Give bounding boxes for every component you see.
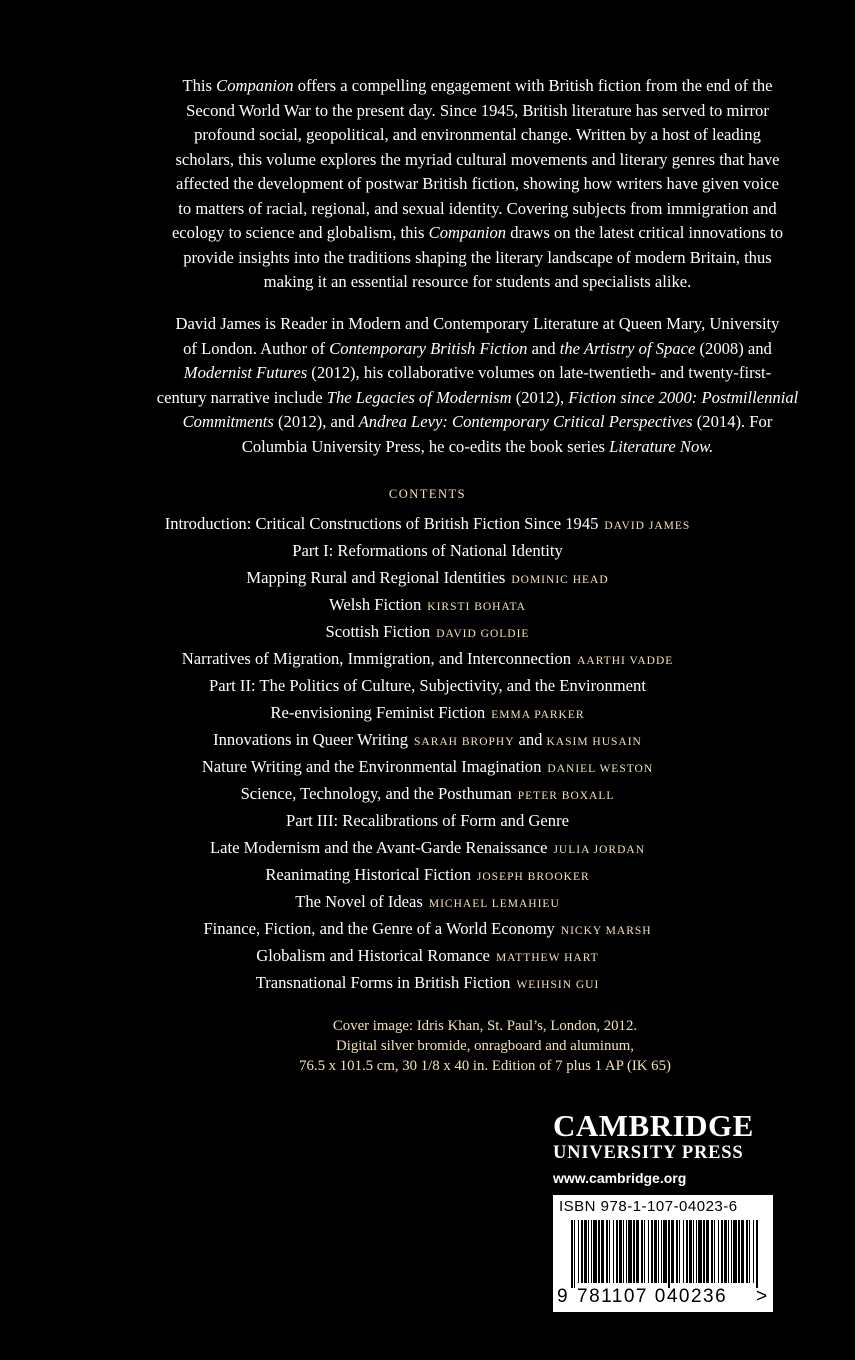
barcode-bar (571, 1220, 573, 1288)
author-joiner: and (518, 730, 543, 749)
blurb-line (125, 197, 830, 222)
contents-entry (0, 564, 855, 591)
contents-entry (0, 726, 855, 753)
cover-credit (0, 1016, 855, 1076)
barcode-bar (606, 1220, 608, 1283)
text-run: ecology to science and globalism, this (171, 223, 429, 242)
barcode-bar (619, 1220, 622, 1283)
publisher-name: CAMBRIDGE (553, 1108, 754, 1143)
bio-line (125, 361, 830, 386)
contents-entry-title: Part III: Recalibrations of Form and Genre (286, 811, 569, 830)
contents-entry (0, 888, 855, 915)
text-run: David James is Reader in Modern and Contemporary Literature at Queen Mary, University (175, 314, 780, 333)
barcode-bar (601, 1220, 604, 1283)
barcode-bar (581, 1220, 583, 1283)
blurb-line (125, 123, 830, 148)
contents-entry-author: KIRSTI BOHATA (427, 601, 526, 613)
text-run: (2012), and (273, 412, 359, 431)
italic-text: Contemporary British Fiction (329, 338, 528, 358)
barcode-arrow: > (756, 1286, 768, 1307)
barcode-bar (671, 1220, 674, 1283)
text-run: (2012), his collaborative volumes on late-twentieth- and twenty-first- (307, 363, 772, 382)
blurb-line (125, 221, 830, 246)
barcode-bar (676, 1220, 678, 1283)
barcode-bar (654, 1220, 657, 1283)
contents-entry (0, 537, 855, 564)
contents-entry-title: Welsh Fiction (329, 595, 422, 614)
text-run: provide insights into the traditions shaping the literary landscape of modern Britain, thus (183, 247, 772, 267)
contents-entry (0, 618, 855, 645)
barcode-bar (698, 1220, 702, 1283)
contents-entry-author: DAVID GOLDIE (436, 628, 530, 640)
barcode-bar (658, 1220, 659, 1283)
contents-entry-author: NICKY MARSH (560, 925, 652, 937)
blurb-line (125, 270, 830, 295)
contents-entry (0, 645, 855, 672)
barcode-bar (578, 1220, 579, 1283)
italic-text: Companion (428, 223, 507, 242)
contents-entry (0, 699, 855, 726)
barcode-bar (636, 1220, 639, 1283)
blurb-line (125, 148, 830, 173)
italic-text: Modernist Futures (183, 363, 308, 382)
contents-entry (0, 834, 855, 861)
contents-entry-title: Scottish Fiction (325, 622, 431, 641)
bio-line (125, 435, 830, 460)
italic-text: The Legacies of Modernism (326, 387, 512, 407)
text-run: affected the development of postwar British fiction, showing how writers have given voice (176, 174, 779, 193)
text-run: Second World War to the present day. Since 1945, British literature has served to mirror (186, 100, 769, 120)
contents-entry-author: JULIA JORDAN (553, 844, 645, 856)
barcode-bar (574, 1220, 575, 1288)
contents-entry (0, 807, 855, 834)
barcode-bar (753, 1220, 754, 1283)
barcode-bar (756, 1220, 758, 1288)
barcode-bars (571, 1220, 761, 1288)
contents-entry-author: WEIHSIN GUI (516, 979, 600, 991)
text-run: profound social, geopolitical, and environmental change. Written by a host of leading (194, 125, 761, 144)
barcode-bar (609, 1220, 610, 1283)
barcode-bar (749, 1220, 750, 1283)
contents-entry-title: Nature Writing and the Environmental Imagination (201, 757, 542, 776)
barcode-bar (679, 1220, 680, 1283)
text-run: (2014). For (692, 412, 773, 431)
barcode-bar (683, 1220, 684, 1283)
contents-entry-author: DAVID JAMES (604, 520, 691, 532)
barcode-bar (711, 1220, 713, 1283)
barcode-bar (633, 1220, 635, 1283)
barcode-bar (644, 1220, 645, 1283)
contents-entry (0, 753, 855, 780)
barcode-bar (593, 1220, 597, 1283)
text-run: offers a compelling engagement with British fiction from the end of the (293, 76, 773, 95)
barcode-bar (703, 1220, 705, 1283)
italic-text: the Artistry of Space (559, 338, 696, 358)
contents-entry-title: Reanimating Historical Fiction (265, 865, 471, 884)
barcode-first-digit: 9 (557, 1286, 568, 1307)
publisher-subname: UNIVERSITY PRESS (553, 1143, 744, 1163)
text-run: and (527, 338, 560, 358)
blurb-line (125, 246, 830, 271)
contents-entry-title: Part II: The Politics of Culture, Subjectivity, and the Environment (209, 676, 646, 695)
bio-line (125, 337, 830, 362)
isbn-label: ISBN 978-1-107-04023-6 (559, 1198, 738, 1215)
contents-entry-author: DANIEL WESTON (547, 763, 654, 775)
barcode-bar (663, 1220, 667, 1283)
blurb-line (125, 99, 830, 124)
contents-entry-title: Narratives of Migration, Immigration, and Interconnection (181, 649, 572, 668)
italic-text: Companion (216, 76, 294, 95)
contents-entry-author: KASIM HUSAIN (546, 736, 642, 748)
contents-entry-author: DOMINIC HEAD (511, 574, 609, 586)
barcode-bar (651, 1220, 653, 1283)
contents-entry-title: Re-envisioning Feminist Fiction (270, 703, 486, 722)
publisher-logo (553, 1108, 778, 1189)
contents-entry (0, 672, 855, 699)
contents-entry (0, 780, 855, 807)
description-paragraph (125, 74, 830, 295)
barcode-bar (714, 1220, 715, 1283)
bio-line (125, 410, 830, 435)
editor-bio-paragraph (125, 312, 830, 459)
barcode-bar (706, 1220, 709, 1283)
contents-entry-title: Late Modernism and the Avant-Garde Renaissance (210, 838, 548, 857)
bio-line (125, 312, 830, 337)
italic-text: Fiction since 2000: Postmillennial (568, 387, 799, 407)
barcode-bar (733, 1220, 737, 1283)
barcode-bar (668, 1220, 670, 1288)
contents-entry-author: PETER BOXALL (517, 790, 615, 802)
barcode-bar (741, 1220, 744, 1283)
barcode-bar (696, 1220, 697, 1283)
text-run: century narrative include (156, 387, 327, 407)
text-run: (2012), (511, 387, 569, 407)
contents-entry-title: Introduction: Critical Constructions of British Fiction Since 1945 (164, 514, 599, 533)
contents-heading: CONTENTS (388, 487, 467, 501)
contents-entry-title: The Novel of Ideas (295, 892, 423, 911)
contents-entry (0, 510, 855, 537)
barcode-bar (648, 1220, 649, 1283)
barcode-bar (626, 1220, 627, 1283)
cover-credit-line: 76.5 x 101.5 cm, 30 1/8 x 40 in. Edition of 7 plus 1 AP (IK 65) (299, 1058, 671, 1074)
barcode-digit-groups: 781107 040236 (577, 1286, 728, 1307)
barcode-bar (731, 1220, 732, 1283)
barcode-bar (718, 1220, 719, 1283)
barcode-bar (693, 1220, 694, 1283)
contents-entry (0, 915, 855, 942)
barcode-bar (613, 1220, 614, 1283)
barcode-bar (686, 1220, 688, 1283)
bio-line (125, 386, 830, 411)
barcode-bar (721, 1220, 723, 1283)
contents-entry-author: SARAH BROPHY (414, 736, 515, 748)
contents-entry-title: Part I: Reformations of National Identity (292, 541, 563, 560)
text-run: Columbia University Press, he co-edits the book series (241, 436, 610, 456)
text-run: draws on the latest critical innovations to (506, 223, 784, 242)
barcode-bar (598, 1220, 600, 1283)
barcode-bar (724, 1220, 727, 1283)
barcode-bar (584, 1220, 587, 1283)
barcode-bar (738, 1220, 740, 1283)
contents-entry-author: MICHAEL LEMAHIEU (428, 898, 560, 910)
contents-entry-title: Finance, Fiction, and the Genre of a World Economy (203, 919, 555, 938)
contents-entry (0, 861, 855, 888)
cover-credit-line: Cover image: Idris Khan, St. Paul’s, London, 2012. (332, 1018, 638, 1034)
barcode-bar (641, 1220, 643, 1283)
text-run: scholars, this volume explores the myriad cultural movements and literary genres that have (175, 149, 780, 169)
italic-text: Literature Now. (609, 436, 714, 456)
contents-entry-title: Mapping Rural and Regional Identities (246, 568, 506, 587)
contents-entry-title: Science, Technology, and the Posthuman (240, 784, 512, 803)
barcode-bar (689, 1220, 692, 1283)
barcode-bar (588, 1220, 589, 1283)
italic-text: Andrea Levy: Contemporary Critical Perspectives (358, 412, 693, 431)
contents-entry (0, 591, 855, 618)
text-run: of London. Author of (183, 338, 330, 358)
table-of-contents (0, 510, 855, 996)
barcode-bar (623, 1220, 624, 1283)
text-run: making it an essential resource for students and specialists alike. (263, 272, 692, 291)
blurb-line (125, 74, 830, 99)
barcode-bar (628, 1220, 632, 1283)
publisher-url: www.cambridge.org (553, 1170, 687, 1186)
contents-entry-author: AARTHI VADDE (577, 655, 674, 667)
contents-entry-author: MATTHEW HART (495, 952, 599, 964)
barcode-bar (591, 1220, 592, 1283)
barcode-bar (746, 1220, 748, 1283)
text-run: (2008) and (695, 338, 772, 358)
italic-text: Commitments (182, 412, 274, 431)
contents-entry-title: Innovations in Queer Writing (213, 730, 408, 749)
contents-entry-title: Globalism and Historical Romance (256, 946, 490, 965)
barcode-bar (728, 1220, 729, 1283)
isbn-barcode (553, 1195, 773, 1312)
contents-entry (0, 942, 855, 969)
cover-credit-line: Digital silver bromide, onragboard and aluminum, (336, 1038, 634, 1054)
text-run: to matters of racial, regional, and sexual identity. Covering subjects from immigration and (178, 198, 777, 218)
contents-entry-author: EMMA PARKER (491, 709, 585, 721)
contents-entry (0, 969, 855, 996)
text-run: This (182, 76, 217, 95)
contents-entry-title: Transnational Forms in British Fiction (255, 973, 511, 992)
barcode-bar (616, 1220, 618, 1283)
barcode-bar (661, 1220, 662, 1283)
blurb-line (125, 172, 830, 197)
contents-entry-author: JOSEPH BROOKER (476, 871, 590, 883)
